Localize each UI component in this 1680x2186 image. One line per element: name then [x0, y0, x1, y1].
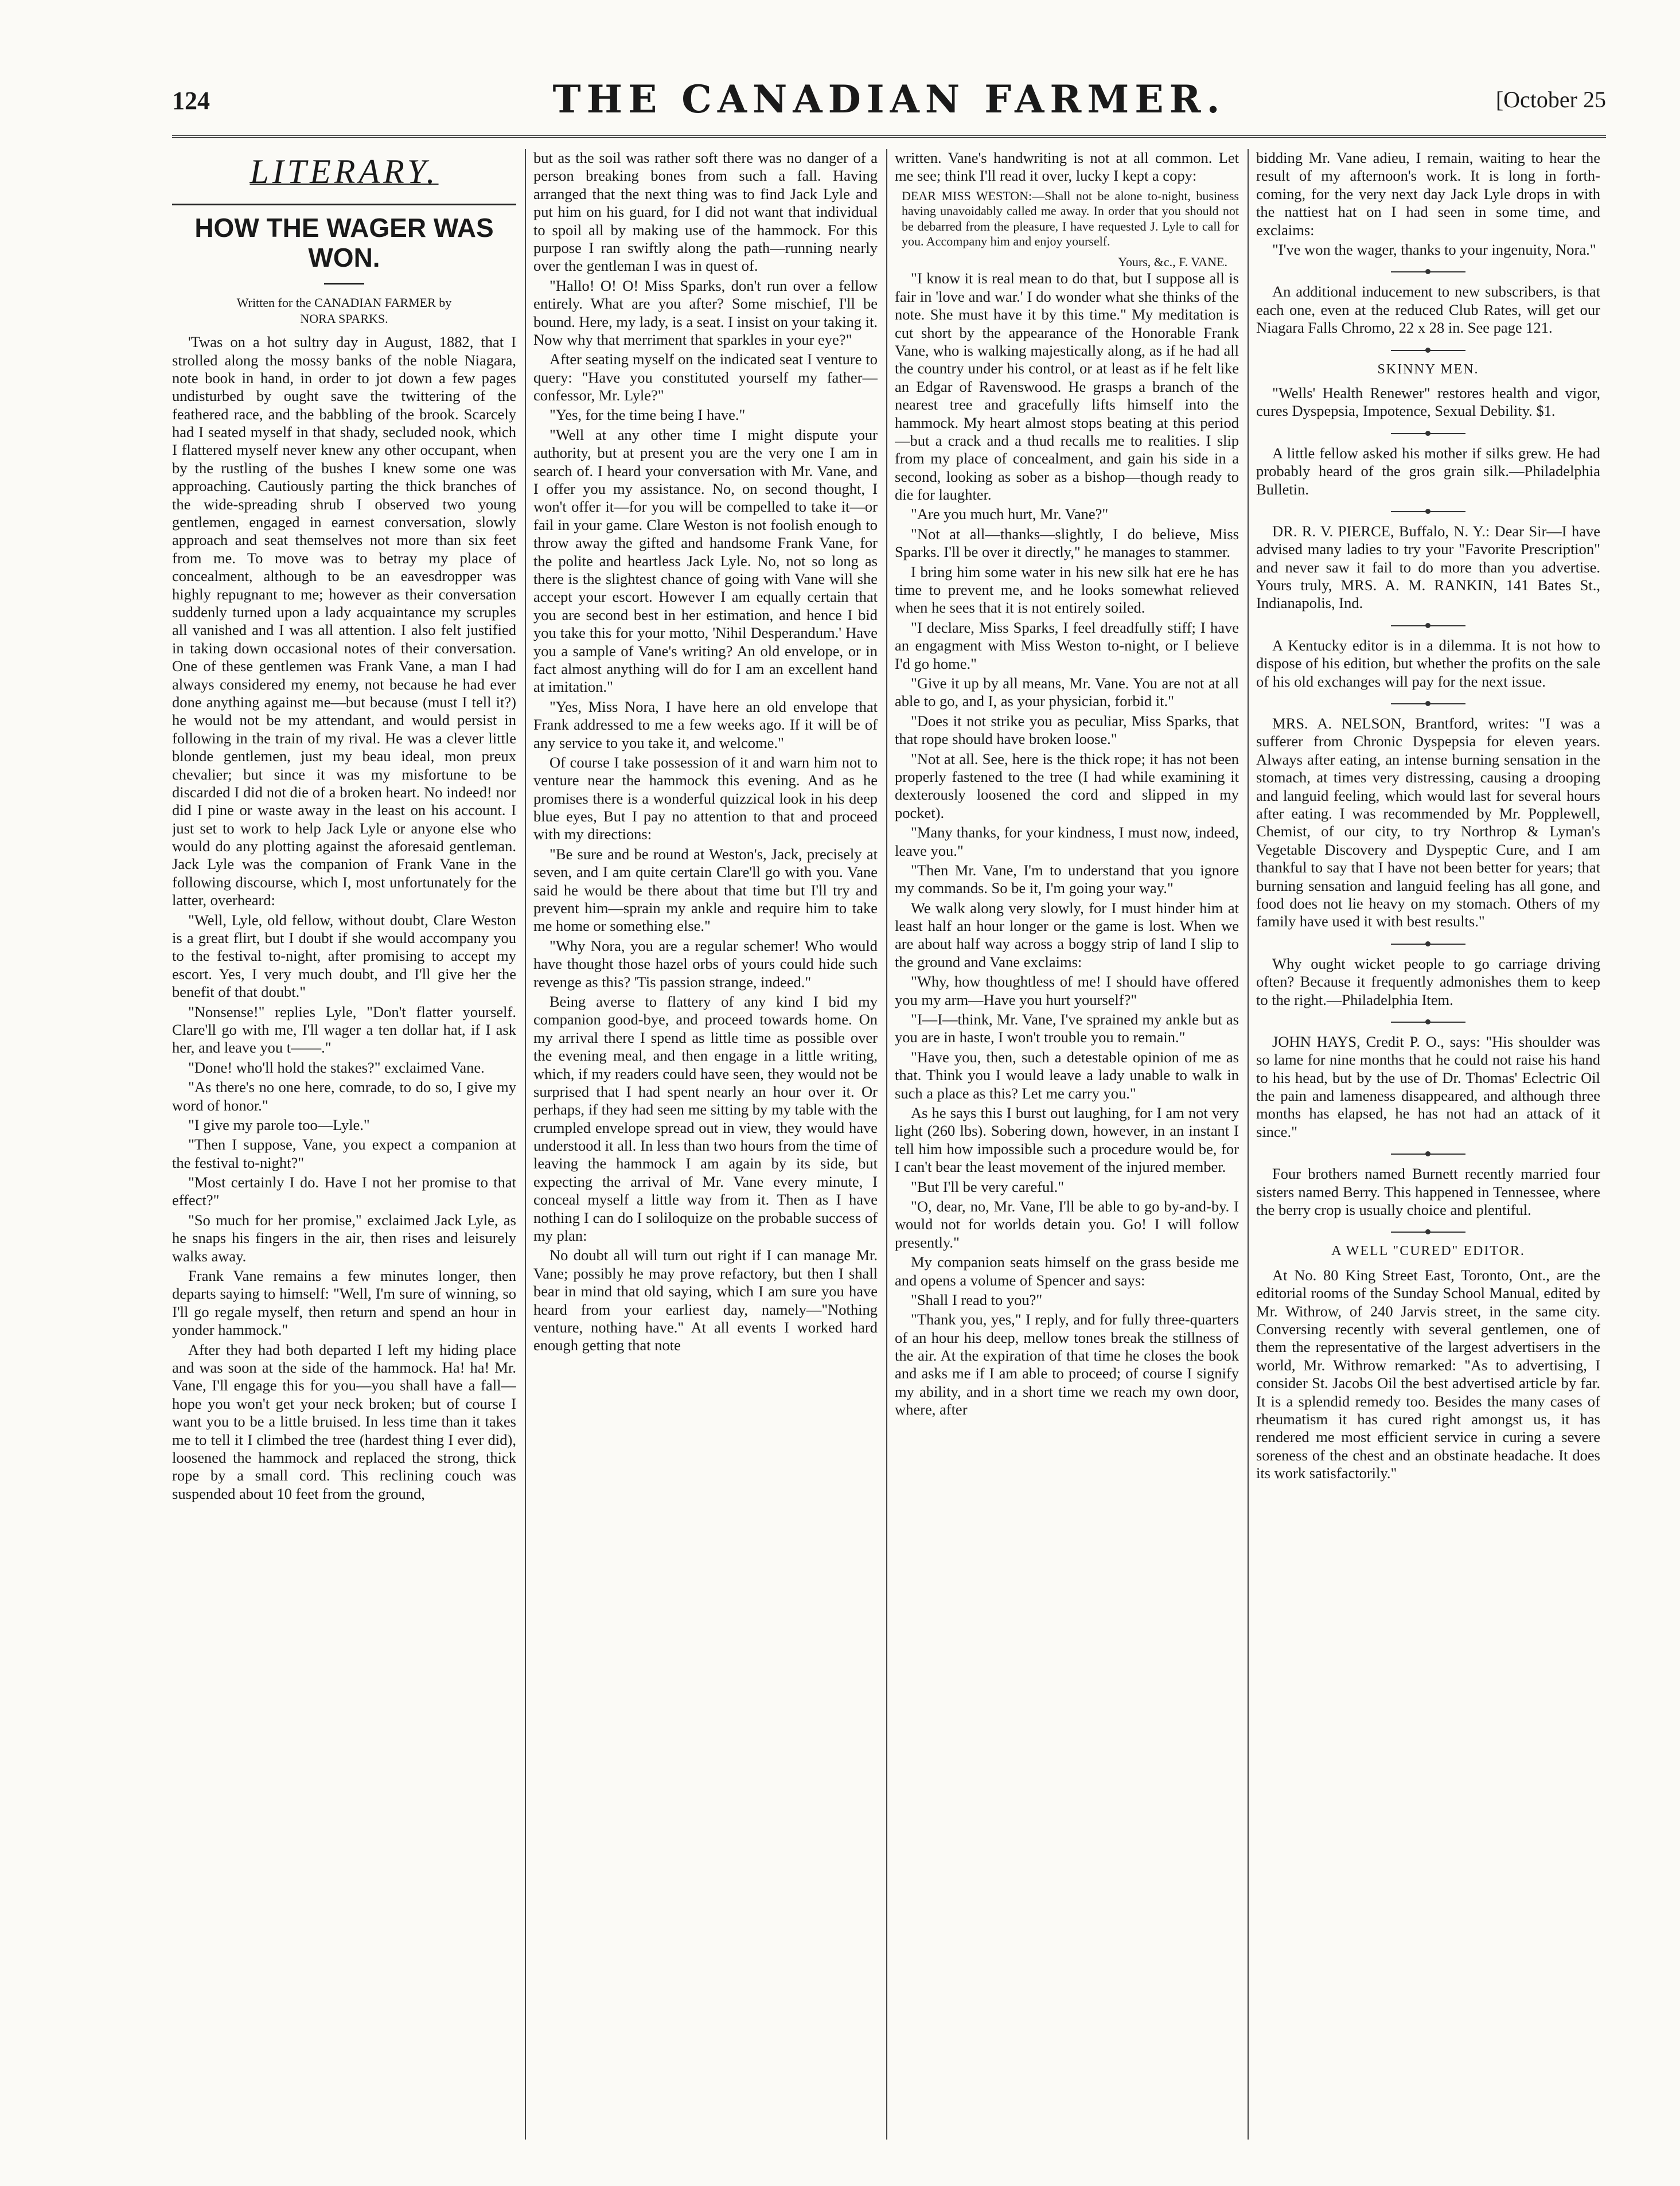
page-number: 124 — [172, 87, 210, 115]
paragraph: "Does it not strike you as peculiar, Miss Sparks, that that rope should have broken loose." — [895, 712, 1239, 748]
paragraph: "Well, Lyle, old fellow, without doubt, Clare Weston is a great flirt, but I doubt if she would accompany you to the festival to-night, after promising to accept my escort. Yes, I very much doubt, and I'll give her the benefit of that doubt." — [172, 911, 516, 1001]
paragraph: written. Vane's handwriting is not at all common. Let me see; think I'll read it over, lucky I kept a copy: — [895, 149, 1239, 185]
paragraph: "Then I suppose, Vane, you expect a companion at the festival to-night?" — [172, 1136, 516, 1171]
column-rule — [886, 149, 887, 2140]
paragraph: "Yes, Miss Nora, I have here an old envelope that Frank addressed to me a few weeks ago. If it will be of any service to you take it, and welcome." — [533, 698, 878, 751]
paragraph: "I give my parole too—Lyle." — [188, 1116, 370, 1133]
paragraph: "Nonsense!" replies Lyle, "Don't flatter yourself. Clare'll go with me, I'll wager a ten dollar hat, if I ask her, and leave you t——." — [172, 1003, 516, 1057]
paragraph: "Not at all. See, here is the thick rope; it has not been properly fastened to the tree (I had while examining it dexterously loosened the cord and slipped in my pocket). — [895, 750, 1239, 821]
byline-text: Written for the CANADIAN FARMER by — [236, 295, 452, 310]
paragraph: "Done! who'll hold the stakes?" exclaimed Vane. — [188, 1058, 485, 1076]
paragraph: "Shall I read to you?" — [911, 1291, 1043, 1308]
paragraph: After seating myself on the indicated seat I venture to query: "Have you constituted yourself my father—confessor, Mr. Lyle?" — [533, 350, 878, 404]
paragraph: "Are you much hurt, Mr. Vane?" — [911, 505, 1109, 523]
paragraph: No doubt all will turn out right if I can manage Mr. Vane; possibly he may prove refactory, but then I shall bear in mind that old saying, which I am sure you have heard from your earliest day, namely—"Nothing venture, nothing have." At all events I worked hard enough getting that note — [533, 1246, 878, 1354]
item-divider — [1391, 433, 1465, 434]
paragraph: bidding Mr. Vane adieu, I remain, waiting to hear the result of my afternoon's work. It is long in forth-coming, for the very next day Jack Lyle drops in with the nattiest hat on I had seen in some time, and exclaims: — [1256, 149, 1600, 239]
item-divider — [1391, 511, 1465, 512]
paragraph: Four brothers named Burnett recently married four sisters named Berry. This happened in Tennessee, where the berry crop is usually choice and plentiful. — [1256, 1165, 1600, 1219]
newspaper-page — [172, 75, 1606, 2151]
paragraph: A Kentucky editor is in a dilemma. It is not how to dispose of his edition, but whether the profits on the sale of his old exchanges will pay for the next issue. — [1256, 636, 1600, 690]
paragraph: "Why Nora, you are a regular schemer! Who would have thought those hazel orbs of yours could hide such revenge as this? 'Tis passion strange, indeed." — [533, 937, 878, 991]
paragraph: After they had both departed I left my hiding place and was soon at the side of the hammock. Ha! ha! Mr. Vane, I'll engage this for you—you shall have a fall—hope you won't get your neck broken; but of course I want you to be a little bruised. In less time than it takes me to tell it I climbed the tree (hardest thing I ever did), loosened the hammock and replaced the strong, thick rope by a small cord. This reclining couch was suspended about 10 feet from the ground, — [172, 1341, 516, 1502]
paragraph: "Not at all—thanks—slightly, I do believe, Miss Sparks. I'll be over it directly," he manages to stammer. — [895, 525, 1239, 561]
item-divider — [1391, 1232, 1465, 1233]
column-4 — [1256, 149, 1600, 2145]
paragraph: "I declare, Miss Sparks, I feel dreadfully stiff; I have an engagment with Miss Weston to-night, or I believe I'd go home." — [895, 618, 1239, 672]
paragraph: "Have you, then, such a detestable opinion of me as that. Think you I would leave a lady unable to walk in such a place as this? Let me carry you." — [895, 1048, 1239, 1102]
paragraph: As he says this I burst out laughing, for I am not very light (260 lbs). Sobering down, however, in an instant I tell him how impossible such a procedure would be, for I can't bear the least movement of the injured member. — [895, 1104, 1239, 1176]
paragraph: "I've won the wager, thanks to your ingenuity, Nora." — [1272, 240, 1596, 258]
paragraph: "Be sure and be round at Weston's, Jack, precisely at seven, and I am quite certain Clare'll go with you. Vane said he would be there about that time but I'll try and prevent him—sprain my ankle and require him to take me home or something else." — [533, 845, 878, 935]
item-heading: SKINNY MEN. — [1377, 361, 1479, 377]
paragraph: Being averse to flattery of any kind I bid my companion good-bye, and proceed towards home. On my arrival there I spend as little time as possible over the evening meal, and then engage in a little writing, which, if my readers could have seen, they would not be surprised that I had spent nearly an hour over it. Or perhaps, if they had seen me sitting by my table with the crumpled envelope spread out in view, they would have understood it all. In less than two hours from the time of leaving the hammock I am again by its side, but expecting the arrival of Mr. Vane every minute, I conceal myself a little way from it. Then as I have nothing I can do I soliloquize on the probable success of my plan: — [533, 992, 878, 1245]
paragraph: I bring him some water in his new silk hat ere he has time to prevent me, and he looks somewhat relieved when he sees that it is not entirely soiled. — [895, 563, 1239, 617]
paragraph: A little fellow asked his mother if silks grew. He had probably heard of the gros grain silk.—Philadelphia Bulletin. — [1256, 444, 1600, 498]
paragraph: Why ought wicket people to go carriage driving often? Because it frequently admonishes them to keep to the right.—Philadelphia Item. — [1256, 954, 1600, 1008]
paragraph: "Wells' Health Renewer" restores health and vigor, cures Dyspepsia, Impotence, Sexual Debility. $1. — [1256, 384, 1600, 420]
item-divider — [1391, 944, 1465, 945]
paragraph: "As there's no one here, comrade, to do so, I give my word of honor." — [172, 1078, 516, 1114]
paragraph: DR. R. V. PIERCE, Buffalo, N. Y.: Dear Sir—I have advised many ladies to try your "Favorite Prescription" and never saw it fail to do more than you advertise. Yours truly, MRS. A. M. RANKIN, 141 Bates St., Indianapolis, Ind. — [1256, 522, 1600, 612]
byline — [172, 295, 516, 326]
quoted-letter: DEAR MISS WESTON:—Shall not be alone to-night, business having unavoidably called me away. In order that you should not be debarred from the pleasure, I have requested J. Lyle to call for you. Accompany him and enjoy yourself. — [902, 188, 1239, 248]
title-rule — [324, 283, 364, 285]
paragraph: JOHN HAYS, Credit P. O., says: "His shoulder was so lame for nine months that he could not raise his hand to his head, but by the use of Dr. Thomas' Eclectric Oil the pain and lameness disappeared, and although three months has elapsed, he has not had an attack of it since." — [1256, 1032, 1600, 1140]
paragraph: At No. 80 King Street East, Toronto, Ont., are the editorial rooms of the Sunday School Manual, edited by Mr. Withrow, of 240 Jarvis street, in the same city. Conversing recently with several gentlemen, one of them the representative of the largest advertisers in the world, Mr. Withrow remarked: "As to advertising, I consider St. Jacobs Oil the best advertised article by far. It is a splendid remedy too. Besides the many cases of rheumatism it has cured right amongst us, it has rendered me most efficient service in curing a severe soreness of the chest and an obstinate headache. It does its work satisfactorily." — [1256, 1266, 1600, 1482]
story-title: HOW THE WAGER WAS WON. — [172, 204, 516, 272]
paragraph: "Thank you, yes," I reply, and for fully three-quarters of an hour his deep, mellow tones break the stillness of the air. At the expiration of that time he closes the book and asks me if I am able to proceed; of course I signify my ability, and in a short time we reach my own door, where, after — [895, 1311, 1239, 1419]
paragraph: "So much for her promise," exclaimed Jack Lyle, as he snaps his fingers in the air, then rises and leisurely walks away. — [172, 1211, 516, 1265]
paragraph: Frank Vane remains a few minutes longer, then departs saying to himself: "Well, I'm sure of winning, so I'll go regale myself, then return and spend an hour in yonder hammock." — [172, 1267, 516, 1339]
paragraph: "Many thanks, for your kindness, I must now, indeed, leave you." — [895, 824, 1239, 859]
paragraph: 'Twas on a hot sultry day in August, 1882, that I strolled along the mossy banks of the noble Niagara, note book in hand, in order to jot down a few pages undisturbed by ought save the twittering of the feathered race, and the babbling of the brook. Scarcely had I seated myself in that shady, secluded nook, which I flattered myself never knew any other occupant, when by the rustling of the bushes I knew some one was approaching. Cautiously parting the thick branches of the wide-spreading shrub I observed two young gentlemen, engaged in earnest conversation, slowly approach and seat themselves not more than six feet from me. To move was to betray my place of concealment, although to be an eavesdropper was highly repugnant to me; however as their conversation suddenly turned upon a lady acquaintance my scruples all vanished and I was all attention. I also felt justified in taking down occasional notes of their conversation. One of these gentlemen was Frank Vane, a man I had always considered my enemy, not because he had ever done anything against me—but because (must I tell it?) he would not be my attendant, and would persist in following in the train of my rival. He was a clever little blonde gentlemen, just my beau ideal, mon preux chevalier; but since it was my misfortune to be discarded I did not die of a broken heart. No indeed! nor did I pine or waste away in the least on his account. I just set to work to help Jack Lyle or anyone else who would do any plotting against the aforesaid gentleman. Jack Lyle was the companion of Frank Vane in the following discourse, which I, most unfortunately for the latter, overheard: — [172, 333, 516, 909]
paragraph: Of course I take possession of it and warn him not to venture near the hammock this evening. And as he promises there is a wonderful quizzical look in his deep blue eyes, But I pay no attention to that and proceed with my directions: — [533, 753, 878, 843]
paragraph: An additional inducement to new subscribers, is that each one, even at the reduced Club Rates, will get our Niagara Falls Chromo, 22 x 28 in. See page 121. — [1256, 283, 1600, 337]
byline-author: NORA SPARKS. — [300, 311, 388, 326]
paragraph: "Give it up by all means, Mr. Vane. You are not at all able to go, and I, as your physician, forbid it." — [895, 675, 1239, 710]
column-rule — [525, 149, 526, 2140]
item-divider — [1391, 271, 1465, 272]
paragraph: "But I'll be very careful." — [911, 1178, 1065, 1195]
item-divider — [1391, 1022, 1465, 1023]
paragraph: "I know it is real mean to do that, but I suppose all is fair in 'love and war.' I do wonder what she thinks of the note. She must have it by this time." My meditation is cut short by the appearance of the Honorable Frank Vane, who is walking majestically along, as if he had all the country under his control, or at least as if he felt like an Edgar of Ravenswood. He grasps a branch of the nearest tree and gracefully lifts himself into the hammock. My heart almost stops beating at this period—but a crack and a thud recalls me to realities. I slip from my place of concealment, and gain his side in a second, looking as sober as a bishop—though ready to die for laughter. — [895, 270, 1239, 504]
paragraph: We walk along very slowly, for I must hinder him at least half an hour longer or the game is lost. When we are about half way across a boggy strip of land I slip to the ground and Vane exclaims: — [895, 899, 1239, 971]
paragraph: "Yes, for the time being I have." — [549, 406, 746, 424]
paragraph: "Hallo! O! O! Miss Sparks, don't run over a fellow entirely. What are you after? Some mischief, I'll be bound. Here, my lady, is a seat. I insist on your taking it. Now why that merriment that sparkles in your eye?" — [533, 276, 878, 348]
paragraph: "Then Mr. Vane, I'm to understand that you ignore my commands. So be it, I'm going your way." — [895, 861, 1239, 897]
item-divider — [1391, 625, 1465, 626]
paragraph: "I—I—think, Mr. Vane, I've sprained my ankle but as you are in haste, I won't trouble you to remain." — [895, 1011, 1239, 1046]
item-divider — [1391, 1154, 1465, 1155]
column-1 — [172, 149, 516, 2145]
letter-signature: Yours, &c., F. VANE. — [1118, 255, 1227, 270]
column-2 — [533, 149, 878, 2145]
issue-date: [October 25 — [1495, 87, 1606, 112]
masthead — [172, 75, 1606, 138]
section-heading: LITERARY. — [250, 153, 439, 190]
paragraph: "Why, how thoughtless of me! I should have offered you my arm—Have you hurt yourself?" — [895, 973, 1239, 1008]
paragraph: but as the soil was rather soft there was no danger of a person breaking bones from such a fall. Having arranged that the next thing was to find Jack Lyle and put him on his guard, for I did not want that individual to spoil all by making use of the hammock. For this purpose I ran swiftly along the path—running nearly over the gentleman I was in quest of. — [533, 149, 878, 275]
paragraph: My companion seats himself on the grass beside me and opens a volume of Spencer and says: — [895, 1253, 1239, 1289]
paragraph: "Well at any other time I might dispute your authority, but at present you are the very one I am in search of. I heard your conversation with Mr. Vane, and I offer you my assistance. No, on second thought, I won't offer it—for you will be compelled to take it—or fail in your game. Clare Weston is not foolish enough to throw away the gifted and handsome Frank Vane, for the polite and heartless Jack Lyle. No, not so long as there is the slightest chance of going with Vane will she accept your escort. However I am equally certain that you are second best in her estimation, and hence I bid you take this for your motto, 'Nihil Desperandum.' Have you a sample of Vane's writing? An old envelope, or in fact almost anything will do for I am an excellent hand at imitation." — [533, 426, 878, 696]
column-3 — [895, 149, 1239, 2145]
paragraph: "O, dear, no, Mr. Vane, I'll be able to go by-and-by. I would not for worlds detain you. Go! I will follow presently." — [895, 1197, 1239, 1251]
item-divider — [1391, 350, 1465, 351]
newspaper-title: THE CANADIAN FARMER. — [552, 77, 1226, 122]
paragraph: "Most certainly I do. Have I not her promise to that effect?" — [172, 1174, 516, 1209]
item-divider — [1391, 703, 1465, 704]
column-rule — [1248, 149, 1249, 2140]
paragraph: MRS. A. NELSON, Brantford, writes: "I was a sufferer from Chronic Dyspepsia for eleven years. Always after eating, an intense burning sensation in the stomach, at times very distressing, causing a drooping and languid feeling, which would last for several hours after eating. I was recommended by Mr. Popplewell, Chemist, of our city, to try Northrop & Lyman's Vegetable Discovery and Dyspeptic Cure, and I am thankful to say that I have not been better for years; that burning sensation and languid feeling has all gone, and food does not lie heavy on my stomach. Others of my family have used it with best results." — [1256, 715, 1600, 930]
item-heading: A WELL "CURED" EDITOR. — [1331, 1244, 1525, 1259]
